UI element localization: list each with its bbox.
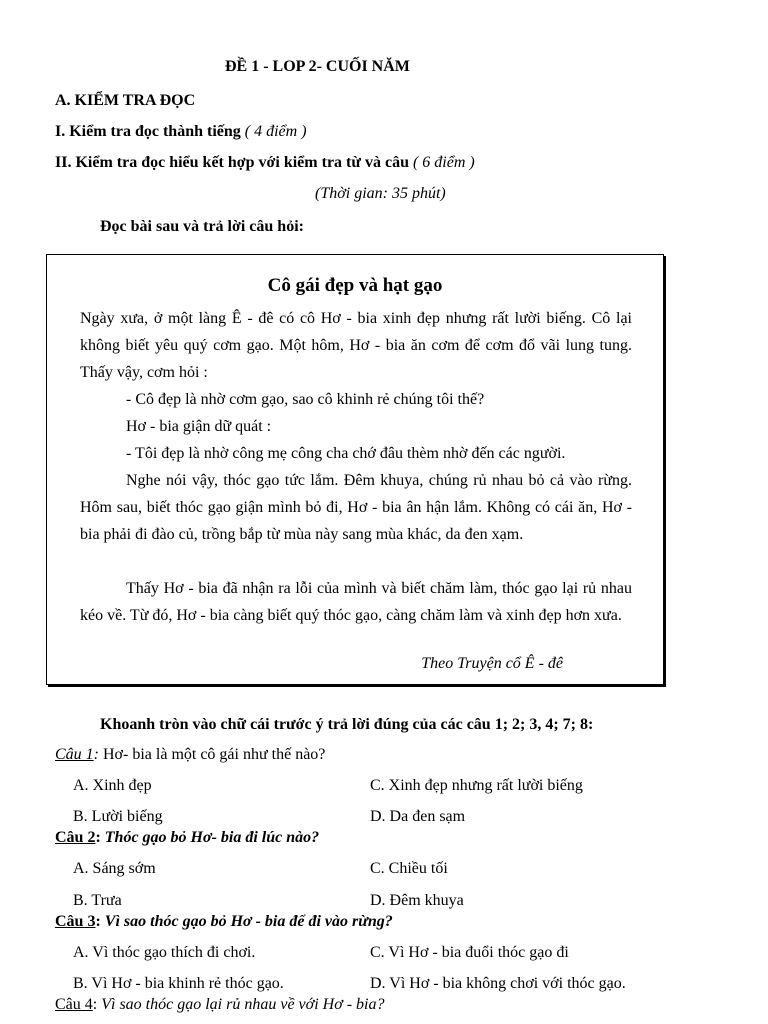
part-1-heading <box>55 123 307 141</box>
story-paragraph: Nghe nói vậy, thóc gạo tức lắm. Đêm khuya, chúng rủ nhau bỏ cả vào rừng. Hôm sau, biết thóc gạo giận mình bỏ đi, Hơ - bia ân hận lắm. Không có cái ăn, Hơ - bia phải đi đào củ, trồng bắp từ mùa này sang mùa khác, da đen xạm. <box>80 472 632 543</box>
answer-option[interactable]: D. Vì Hơ - bia không chơi với thóc gạo. <box>370 975 626 992</box>
answer-option[interactable]: A. Vì thóc gạo thích đi chơi. <box>73 944 256 961</box>
questions-instruction: Khoanh tròn vào chữ cái trước ý trả lời đúng của các câu 1; 2; 3, 4; 7; 8: <box>100 716 594 733</box>
story-title: Cô gái đẹp và hạt gạo <box>267 275 443 296</box>
answer-option[interactable]: A. Sáng sớm <box>73 860 156 877</box>
question-2: Câu 2: Thóc gạo bỏ Hơ- bia đi lúc nào? <box>55 829 320 846</box>
section-a-heading: A. KIỂM TRA ĐỌC <box>55 92 196 109</box>
question-label: Câu 3 <box>55 913 96 930</box>
answer-option[interactable]: B. Lười biếng <box>73 808 163 825</box>
answer-option[interactable]: C. Vì Hơ - bia đuổi thóc gạo đi <box>370 944 569 961</box>
question-text: Vì sao thóc gạo bỏ Hơ - bia để đi vào rừng? <box>100 913 393 930</box>
story-source: Theo Truyện cổ Ê - đê <box>421 655 563 672</box>
part-2-points: ( 6 điểm ) <box>408 154 475 171</box>
part-2-title: II. Kiểm tra đọc hiểu kết hợp với kiểm tra từ và câu <box>55 154 409 171</box>
story-paragraph: - Tôi đẹp là nhờ công mẹ công cha chớ đâu thèm nhờ đến các người. <box>126 445 566 462</box>
answer-option[interactable]: A. Xinh đẹp <box>73 777 152 794</box>
answer-option[interactable]: B. Trưa <box>73 892 122 909</box>
question-text: Hơ- bia là một cô gái như thế nào? <box>99 746 326 763</box>
question-label: Câu 2 <box>55 829 96 846</box>
exam-title: ĐỀ 1 - LOP 2- CUỐI NĂM <box>225 58 410 75</box>
story-paragraph: Thấy Hơ - bia đã nhận ra lỗi của mình và biết chăm làm, thóc gạo lại rủ nhau kéo về. Từ đó, Hơ - bia càng biết quý thóc gạo, càng chăm làm và xinh đẹp hơn xưa. <box>80 580 632 624</box>
part-1-title: I. Kiểm tra đọc thành tiếng <box>55 123 241 140</box>
part-1-points: ( 4 điểm ) <box>240 123 307 140</box>
question-label: Câu 4 <box>55 996 93 1013</box>
part-2-heading <box>55 154 475 172</box>
answer-option[interactable]: D. Da đen sạm <box>370 808 466 825</box>
reading-passage-box <box>46 254 664 685</box>
question-text: Vì sao thóc gạo lại rủ nhau về với Hơ - bia? <box>97 996 385 1013</box>
answer-option[interactable]: D. Đêm khuya <box>370 892 464 909</box>
question-text: Thóc gạo bỏ Hơ- bia đi lúc nào? <box>100 829 320 846</box>
time-limit: (Thời gian: 35 phút) <box>315 185 446 202</box>
story-paragraph: Hơ - bia giận dữ quát : <box>126 418 272 435</box>
question-3: Câu 3: Vì sao thóc gạo bỏ Hơ - bia để đi vào rừng? <box>55 913 393 930</box>
question-1: Câu 1: Hơ- bia là một cô gái như thế nào? <box>55 746 326 763</box>
answer-option[interactable]: B. Vì Hơ - bia khinh rẻ thóc gạo. <box>73 975 284 992</box>
reading-instruction: Đọc bài sau và trả lời câu hỏi: <box>100 218 304 235</box>
question-label: Câu 1 <box>55 746 94 763</box>
story-paragraph: Ngày xưa, ở một làng Ê - đê có cô Hơ - bia xinh đẹp nhưng rất lười biếng. Cô lại không biết yêu quý cơm gạo. Một hôm, Hơ - bia ăn cơm để cơm đổ vãi lung tung. Thấy vậy, cơm hỏi : <box>80 310 632 381</box>
question-4: Câu 4: Vì sao thóc gạo lại rủ nhau về với Hơ - bia? <box>55 996 385 1013</box>
answer-option[interactable]: C. Chiều tối <box>370 860 448 877</box>
story-paragraph: - Cô đẹp là nhờ cơm gạo, sao cô khinh rẻ chúng tôi thế? <box>126 391 485 408</box>
answer-option[interactable]: C. Xinh đẹp nhưng rất lười biếng <box>370 777 583 794</box>
